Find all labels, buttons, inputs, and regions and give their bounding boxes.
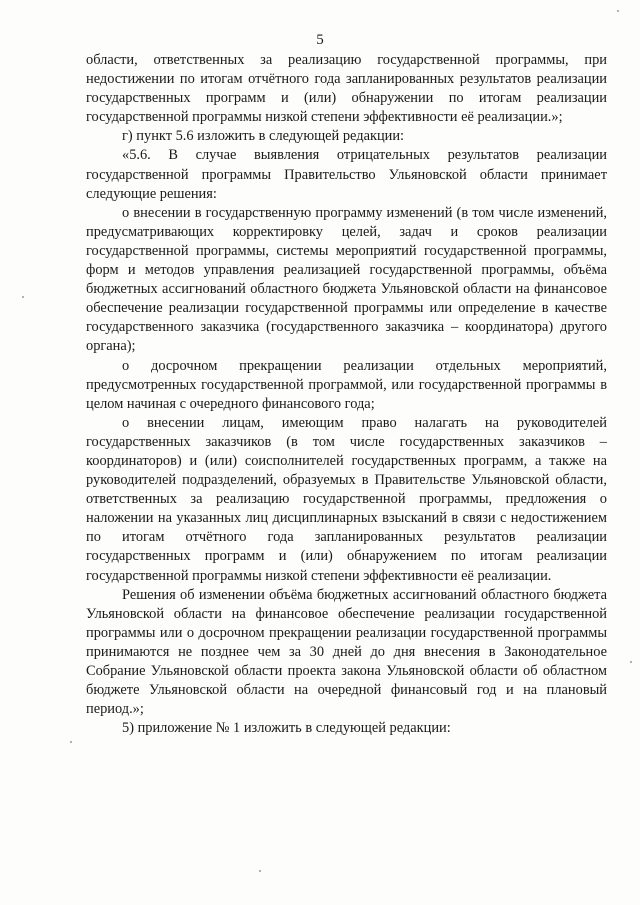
paragraph-decision-terminate: о досрочном прекращении реализации отдельных мероприятий, предусмотренных государственной программой, или государственной программы в целом начиная с очередного финансового года; [86,357,607,412]
scan-speck [22,296,24,298]
paragraph-clause-5-6: «5.6. В случае выявления отрицательных результатов реализации государственной программы Правительство Ульяновской области принимает следующие решения: [86,147,607,202]
paragraph-decision-amend: о внесении в государственную программу изменений (в том числе изменений, предусматривающих корректировку целей, задач и сроков реализации государственной программы, системы мероприятий государственной программы, форм и методов управления реализацией государственной программы, объёма бюджетных ассигнований областного бюджета Ульяновской области на финансовое обеспечение реализации государственной программы или определение в качестве государственного заказчика (государственного заказчика – координатора) другого органа); [86,204,607,355]
page-number: 5 [316,32,324,48]
paragraph-continuation: области, ответственных за реализацию государственной программы, при недостижении по итогам отчётного года запланированных результатов реализации государственных программ и (или) обнаружении по итогам реализации государственной программы низкой степени эффективности её реализации.»; [86,52,607,126]
scan-speck [259,870,261,872]
paragraph-budget-decisions: Решения об изменении объёма бюджетных ассигнований областного бюджета Ульяновской области на финансовое обеспечение реализации государственной программы или о досрочном прекращении реализации государственной программы принимаются не позднее чем за 30 дней до дня внесения в Законодательное Собрание Ульяновской области проекта закона Ульяновской области об областном бюджете Ульяновской области на очередной финансовый год и на плановый период.»; [86,586,607,718]
scan-speck [617,10,619,12]
scan-speck [630,661,632,663]
document-body [86,51,607,738]
scan-speck [70,741,72,743]
paragraph-decision-disciplinary: о внесении лицам, имеющим право налагать на руководителей государственных заказчиков (в том числе государственных заказчиков – координаторов) и (или) соисполнителей государственных программ, а также на руководителей подразделений, образуемых в Правительстве Ульяновской области, ответственных за реализацию государственной программы, предложения о наложении на указанных лиц дисциплинарных взысканий в связи с недостижением по итогам отчётного года запланированных результатов реализации государственных программ и (или) обнаружением по итогам реализации государственной программы низкой степени эффективности её реализации. [86,414,607,584]
paragraph-appendix-1: 5) приложение № 1 изложить в следующей редакции: [122,720,451,737]
paragraph-amendment-g: г) пункт 5.6 изложить в следующей редакции: [122,128,405,145]
